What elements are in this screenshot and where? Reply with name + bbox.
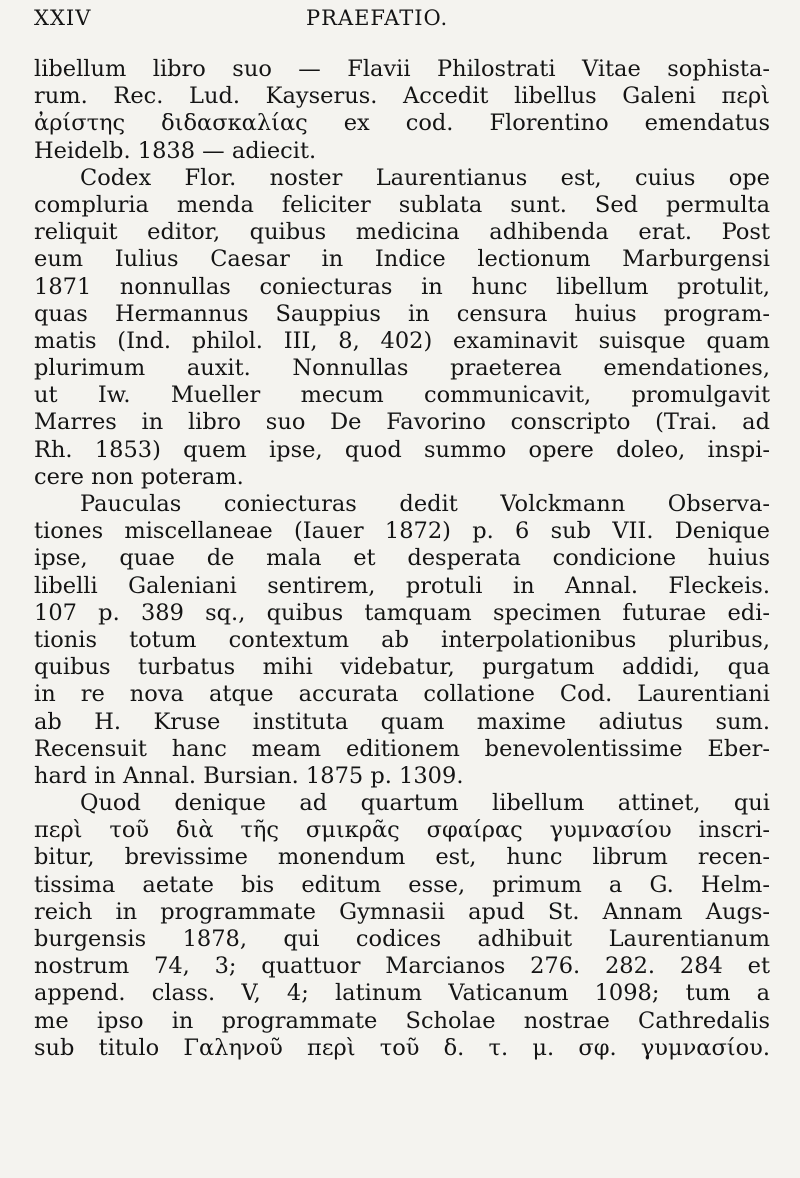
text-line: Recensuit hanc meam editionem benevolentissime Eber-: [34, 735, 770, 762]
text-line: tissima aetate bis editum esse, primum a G. Helm-: [34, 871, 770, 898]
text-line: Marres in libro suo De Favorino conscripto (Trai. ad: [34, 409, 770, 436]
page-header: [34, 6, 770, 36]
text-line: ipse, quae de mala et desperata condicione huius: [34, 545, 770, 572]
text-line: rum. Rec. Lud. Kayserus. Accedit libellus Galeni περὶ: [34, 83, 770, 110]
text-line: sub titulo Γαληνοῦ περὶ τοῦ δ. τ. μ. σφ. γυμνασίου.: [34, 1034, 770, 1061]
text-line: libelli Galeniani sentirem, protuli in Annal. Fleckeis.: [34, 572, 770, 599]
text-line: burgensis 1878, qui codices adhibuit Laurentianum: [34, 926, 770, 952]
paragraph-first-line: Quod denique ad quartum libellum attinet, qui: [80, 790, 770, 817]
text-line: tionis totum contextum ab interpolationibus pluribus,: [34, 626, 770, 653]
body-text: [34, 56, 770, 1062]
text-line: quas Hermannus Sauppius in censura huius program-: [34, 300, 770, 327]
text-line: nostrum 74, 3; quattuor Marcianos 276. 282. 284 et: [34, 953, 770, 980]
text-line: hard in Annal. Bursian. 1875 p. 1309.: [34, 762, 464, 789]
text-line: compluria menda feliciter sublata sunt. Sed permulta: [34, 191, 770, 218]
text-line: ut Iw. Mueller mecum communicavit, promulgavit: [34, 382, 770, 409]
paragraph-first-line: Codex Flor. noster Laurentianus est, cuius ope: [80, 164, 770, 191]
text-line: 1871 nonnullas coniecturas in hunc libellum protulit,: [34, 273, 770, 300]
page-number: XXIV: [34, 6, 92, 30]
text-line: 107 p. 389 sq., quibus tamquam specimen futurae edi-: [34, 599, 770, 626]
text-line: plurimum auxit. Nonnullas praeterea emendationes,: [34, 355, 770, 382]
text-line: append. class. V, 4; latinum Vaticanum 1098; tum a: [34, 980, 770, 1007]
text-line: cere non poteram.: [34, 463, 244, 490]
text-line: bitur, brevissime monendum est, hunc librum recen-: [34, 844, 770, 871]
text-line: Heidelb. 1838 — adiecit.: [34, 137, 317, 164]
text-line: ab H. Kruse instituta quam maxime adiutus sum.: [34, 708, 770, 735]
text-line: tiones miscellaneae (Iauer 1872) p. 6 sub VII. Denique: [34, 518, 770, 545]
text-line: reich in programmate Gymnasii apud St. Annam Augs-: [34, 898, 770, 925]
text-line: me ipso in programmate Scholae nostrae Cathredalis: [34, 1007, 770, 1034]
text-line: eum Iulius Caesar in Indice lectionum Marburgensi: [34, 246, 770, 273]
running-head: PRAEFATIO.: [306, 6, 449, 30]
text-line: libellum libro suo — Flavii Philostrati Vitae sophista-: [34, 56, 770, 82]
text-line: ἀρίστης διδασκαλίας ex cod. Florentino emendatus: [34, 110, 770, 137]
text-line: Rh. 1853) quem ipse, quod summo opere doleo, inspi-: [34, 436, 770, 463]
text-line: matis (Ind. philol. III, 8, 402) examinavit suisque quam: [34, 327, 770, 354]
paragraph-first-line: Pauculas coniecturas dedit Volckmann Observa-: [80, 491, 770, 517]
text-line: in re nova atque accurata collatione Cod. Laurentiani: [34, 681, 770, 708]
text-line: reliquit editor, quibus medicina adhibenda erat. Post: [34, 219, 770, 246]
text-line: περὶ τοῦ διὰ τῆς σμικρᾶς σφαίρας γυμνασίου inscri-: [34, 817, 770, 844]
text-line: quibus turbatus mihi videbatur, purgatum addidi, qua: [34, 654, 770, 681]
